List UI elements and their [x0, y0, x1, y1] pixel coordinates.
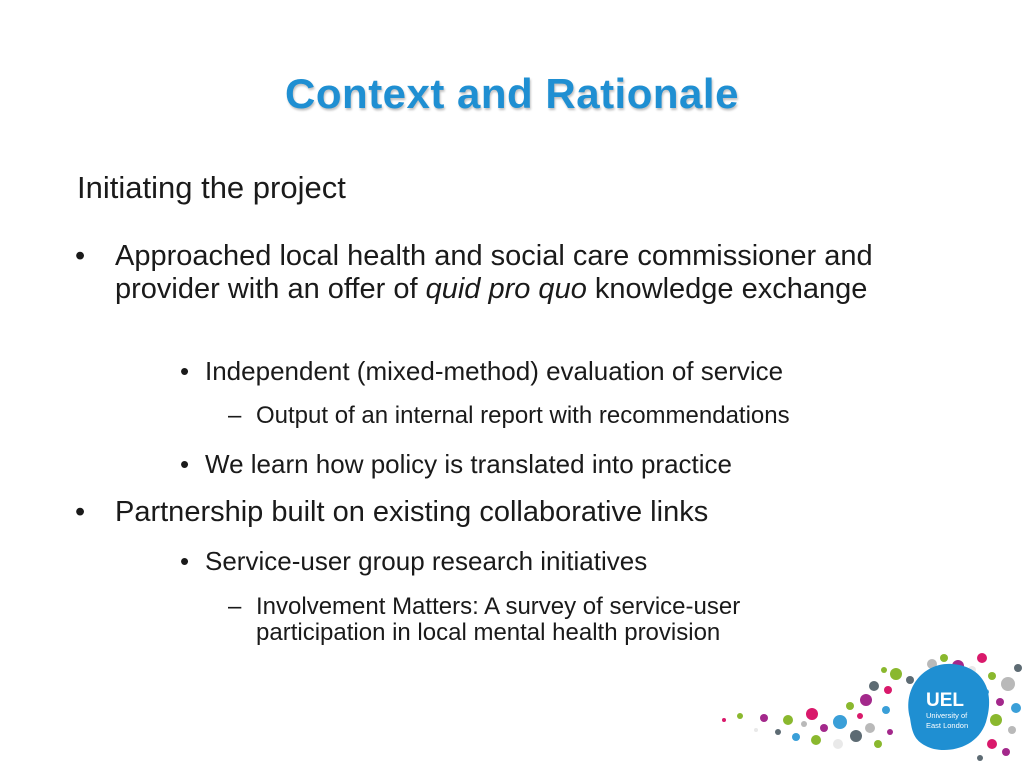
dot: [792, 733, 800, 741]
dot: [996, 698, 1004, 706]
dot: [857, 713, 863, 719]
sub-bullet-item: [180, 449, 940, 479]
sub-sub-bullet-item: [228, 403, 988, 429]
dot: [1014, 664, 1022, 672]
dot: [881, 667, 887, 673]
dot: [865, 723, 875, 733]
dot: [811, 735, 821, 745]
dot: [760, 714, 768, 722]
dot: [783, 715, 793, 725]
dot: [884, 686, 892, 694]
sub-bullet-text: Independent (mixed-method) evaluation of service: [205, 356, 784, 386]
dot: [940, 654, 948, 662]
sub-bullet-item: [180, 356, 940, 386]
dot: [874, 740, 882, 748]
dot: [722, 718, 726, 722]
dot: [833, 739, 843, 749]
dot: [737, 713, 743, 719]
logo-wordmark: UEL: [926, 690, 964, 711]
logo-graphic: [700, 640, 1024, 768]
bullet-item: [75, 496, 955, 529]
sub-bullet-marker: •: [180, 356, 190, 386]
dot: [833, 715, 847, 729]
dot: [846, 702, 854, 710]
dot: [775, 729, 781, 735]
dot: [977, 755, 983, 761]
dot: [754, 728, 758, 732]
sub-sub-bullet-text: Involvement Matters: A survey of service-user participation in local mental health provision: [256, 593, 741, 646]
dot: [987, 739, 997, 749]
dash-marker: –: [228, 593, 242, 620]
dot: [1008, 726, 1016, 734]
sub-bullet-marker: •: [180, 546, 190, 576]
dot: [988, 672, 996, 680]
dot: [1011, 703, 1021, 713]
bullet-marker: •: [75, 496, 86, 528]
dot: [860, 694, 872, 706]
slide-title: Context and Rationale: [285, 70, 739, 117]
logo-line2: East London: [926, 721, 969, 730]
bullet-text-part: knowledge exchange: [586, 273, 868, 305]
bullet-item: [75, 240, 955, 306]
dash-marker: –: [228, 402, 242, 429]
dot: [820, 724, 828, 732]
dot: [1002, 748, 1010, 756]
sub-sub-bullet-text: Output of an internal report with recommendations: [256, 402, 790, 429]
dot: [806, 708, 818, 720]
bullet-text: Partnership built on existing collaborative links: [115, 496, 709, 528]
dot: [869, 681, 879, 691]
bullet-text-part: Approached local health and social care commissioner and provider with an offer of: [115, 240, 873, 305]
dot: [977, 653, 987, 663]
dot: [850, 730, 862, 742]
slide-subtitle: Initiating the project: [77, 170, 346, 205]
italic-phrase: quid pro quo: [425, 273, 587, 305]
sub-bullet-item: [180, 546, 940, 576]
sub-bullet-text: Service-user group research initiatives: [205, 546, 648, 576]
dot: [890, 668, 902, 680]
dot: [1001, 677, 1015, 691]
dot: [882, 706, 890, 714]
dot: [887, 729, 893, 735]
logo-line1: University of: [926, 711, 968, 720]
bullet-text: [75, 240, 955, 306]
sub-sub-bullet-item: [228, 594, 868, 646]
dot: [801, 721, 807, 727]
dot: [906, 676, 914, 684]
bullet-marker: •: [75, 240, 86, 272]
sub-bullet-text: We learn how policy is translated into practice: [205, 449, 732, 479]
dot: [990, 714, 1002, 726]
sub-bullet-marker: •: [180, 449, 190, 479]
uel-logo: [700, 640, 1024, 768]
